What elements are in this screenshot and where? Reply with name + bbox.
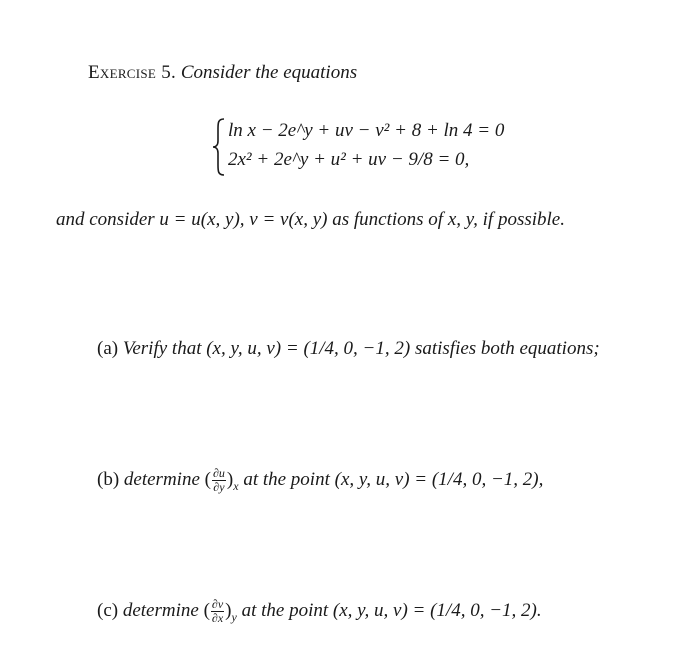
part-c — [97, 598, 542, 625]
exercise-intro: Consider the equations — [180, 62, 358, 83]
part-b — [97, 467, 543, 494]
part-c-deriv-den: ∂x — [211, 610, 224, 625]
part-c-label: (c) — [97, 600, 119, 622]
consider-statement: and consider u = u(x, y), v = v(x, y) as functions of x, y, if possible. — [56, 209, 565, 230]
part-b-verb: determine — [123, 469, 200, 491]
part-a-text: Verify that (x, y, u, v) = (1/4, 0, −1, 2) satisfies both equations; — [122, 338, 600, 359]
part-c-derivative: ( $\frac{\partial v}{\partial x}$ )$_y$ — [203, 597, 237, 625]
part-b-deriv-den: ∂y — [213, 479, 225, 494]
equation-1: ln x − 2e^y + uv − v² + 8 + ln 4 = 0 — [228, 120, 505, 141]
part-a — [97, 338, 600, 360]
part-c-deriv-num: ∂v — [211, 597, 224, 611]
part-a-label: (a) — [97, 338, 119, 359]
left-brace — [212, 117, 226, 177]
part-b-held: x — [233, 479, 239, 493]
part-b-derivative: ( $\frac{\partial u}{\partial y}$ )$_x$ — [204, 466, 239, 494]
part-b-tail: at the point (x, y, u, v) = (1/4, 0, −1, 2), — [243, 469, 544, 491]
exercise-label: Exercise 5. — [88, 62, 177, 83]
part-c-held: y — [231, 610, 237, 624]
equation-2: 2x² + 2e^y + u² + uv − 9/8 = 0, — [228, 149, 470, 170]
part-c-tail: at the point (x, y, u, v) = (1/4, 0, −1, 2). — [241, 600, 542, 622]
exercise-heading — [88, 62, 357, 84]
part-c-verb: determine — [122, 600, 199, 622]
part-b-label: (b) — [97, 469, 120, 491]
part-b-deriv-num: ∂u — [212, 466, 225, 480]
